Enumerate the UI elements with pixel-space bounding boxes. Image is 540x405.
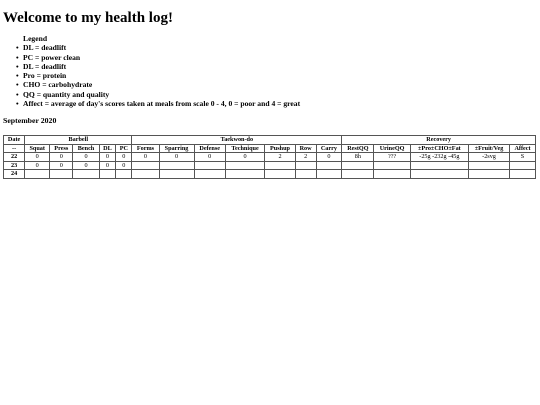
table-cell: S [510, 153, 536, 162]
table-cell: 0 [25, 161, 50, 170]
table-cell [510, 161, 536, 170]
column-header: Bench [73, 144, 99, 153]
table-cell: 0 [73, 153, 99, 162]
column-header: Pushup [265, 144, 295, 153]
table-cell: 0 [225, 153, 264, 162]
date-group-header: Date [4, 136, 25, 145]
barbell-group-header: Barbell [25, 136, 132, 145]
table-cell [316, 170, 342, 179]
legend-item: • Pro = protein [23, 71, 537, 80]
date-cell: 22 [4, 153, 25, 162]
table-cell [374, 170, 410, 179]
table-cell: 8h [342, 153, 374, 162]
table-cell [342, 170, 374, 179]
column-header: Row [295, 144, 316, 153]
legend-item: • DL = deadlift [23, 43, 537, 52]
page-title: Welcome to my health log! [3, 10, 173, 26]
table-body [4, 153, 536, 179]
column-header: Sparring [159, 144, 194, 153]
date-cell: 24 [4, 170, 25, 179]
table-cell [99, 170, 116, 179]
table-cell [374, 161, 410, 170]
table-cell [342, 161, 374, 170]
column-header: Press [50, 144, 73, 153]
table-cell [25, 170, 50, 179]
table-cell [116, 170, 132, 179]
legend-item: • Affect = average of day's scores taken at meals from scale 0 - 4, 0 = poor and 4 = great [23, 99, 537, 108]
legend-item: • CHO = carbohydrate [23, 80, 537, 89]
table-cell: 0 [50, 161, 73, 170]
group-header-row [4, 136, 536, 145]
table-cell [510, 170, 536, 179]
month-heading: September 2020 [3, 116, 57, 126]
taekwondo-group-header: Taekwon-do [132, 136, 342, 145]
column-header: ±Pro±CHO±Fat [410, 144, 468, 153]
table-cell [410, 161, 468, 170]
date-cell: 23 [4, 161, 25, 170]
legend-heading: Legend [23, 34, 48, 43]
table-cell: 0 [116, 153, 132, 162]
column-header: Affect [510, 144, 536, 153]
table-cell [410, 170, 468, 179]
table-cell [295, 170, 316, 179]
table-cell [194, 170, 225, 179]
column-header: Carry [316, 144, 342, 153]
legend-item: • QQ = quantity and quality [23, 90, 537, 99]
table-cell: 2 [295, 153, 316, 162]
table-cell [194, 161, 225, 170]
table-cell [50, 170, 73, 179]
table-cell: 0 [316, 153, 342, 162]
health-log-table [3, 135, 536, 179]
column-header: -- [4, 144, 25, 153]
table-row [4, 161, 536, 170]
page [0, 0, 540, 179]
column-header: Technique [225, 144, 264, 153]
table-cell [225, 170, 264, 179]
legend-item: • PC = power clean [23, 53, 537, 62]
table-cell: ??? [374, 153, 410, 162]
column-header-row [4, 144, 536, 153]
column-header: Defense [194, 144, 225, 153]
table-cell: 0 [132, 153, 159, 162]
recovery-group-header: Recovery [342, 136, 536, 145]
table-cell [295, 161, 316, 170]
column-header: DL [99, 144, 116, 153]
column-header: ±Fruit/Veg [469, 144, 510, 153]
table-cell [469, 170, 510, 179]
column-header: UrineQQ [374, 144, 410, 153]
legend-list [3, 34, 537, 108]
table-cell: -25g -232g -45g [410, 153, 468, 162]
table-cell [132, 170, 159, 179]
table-cell [159, 170, 194, 179]
table-cell: -2svg [469, 153, 510, 162]
table-cell: 0 [194, 153, 225, 162]
table-row [4, 153, 536, 162]
table-cell [316, 161, 342, 170]
column-header: Squat [25, 144, 50, 153]
table-cell: 0 [99, 153, 116, 162]
table-cell: 0 [159, 153, 194, 162]
table-cell: 0 [73, 161, 99, 170]
column-header: PC [116, 144, 132, 153]
table-cell [469, 161, 510, 170]
table-cell [265, 161, 295, 170]
table-cell [73, 170, 99, 179]
column-header: RestQQ [342, 144, 374, 153]
table-cell: 0 [116, 161, 132, 170]
table-cell: 0 [99, 161, 116, 170]
table-cell [159, 161, 194, 170]
legend-item: • DL = deadlift [23, 62, 537, 71]
table-cell [265, 170, 295, 179]
column-header: Forms [132, 144, 159, 153]
table-cell: 0 [50, 153, 73, 162]
table-cell: 2 [265, 153, 295, 162]
table-row [4, 170, 536, 179]
table-cell [132, 161, 159, 170]
table-cell [225, 161, 264, 170]
table-cell: 0 [25, 153, 50, 162]
